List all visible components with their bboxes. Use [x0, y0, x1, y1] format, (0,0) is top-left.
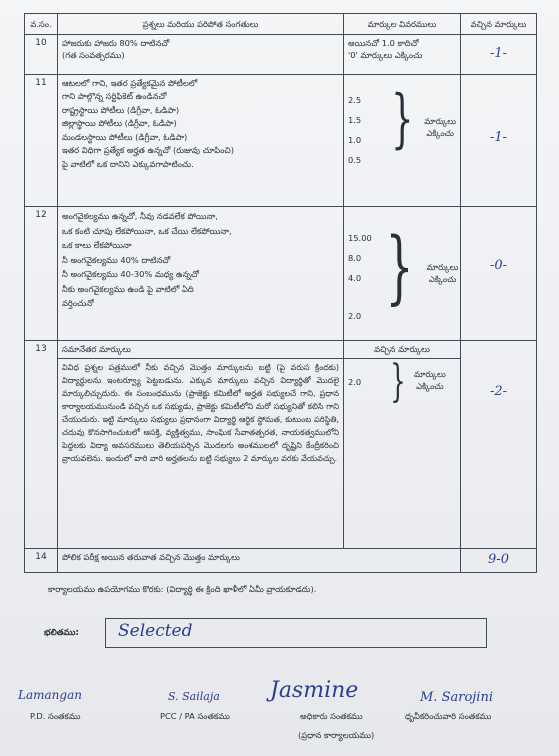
question-line: నీకు అంగవైకల్యము ఉండి పై వాటిలో ఏది	[62, 283, 194, 294]
question-line: పోలిక పరీక్ష అయిన తరువాత వచ్చిన మొత్తం మార్కులు	[62, 552, 240, 563]
row-detail	[344, 207, 461, 341]
detail-line: '0' మార్కులు ఎక్కించు	[348, 50, 423, 61]
footer-caption: (ప్రధాన కార్యాలయము)	[298, 730, 375, 740]
mark-values	[348, 91, 380, 171]
signature-verifier: M. Sarojini	[420, 690, 493, 705]
detail-heading: వచ్చిన మార్కులు	[344, 341, 460, 359]
mark-value: 15.00	[348, 233, 372, 244]
row-question	[58, 35, 344, 75]
question-line: వర్తించునో	[62, 298, 94, 309]
instruction-line: ఎక్కించు	[428, 274, 457, 285]
mark-instruction	[427, 261, 459, 286]
mark-value: 2.0	[348, 377, 362, 388]
signature-officer: Jasmine	[270, 678, 359, 703]
signature-pcc: S. Sailaja	[168, 690, 220, 703]
awarded-mark: -1-	[489, 46, 508, 62]
signature-pd: Lamangan	[18, 688, 82, 702]
question-line: మండలస్థాయి పోటీలు (డిగ్రీవా, ఓడిపా)	[62, 131, 188, 142]
mark-value: 8.0	[348, 253, 362, 264]
signature-label: PCC / PA సంతకము	[160, 711, 230, 721]
mark-list	[348, 356, 456, 408]
table-row	[25, 549, 537, 573]
mark-value: 1.0	[348, 134, 362, 145]
mark-instruction	[414, 368, 446, 393]
instruction-line: మార్కులు	[424, 116, 456, 127]
question-line: జిల్లాస్థాయి పోటీలు (డిగ్రీవా, ఓడిపా)	[62, 118, 177, 129]
mark-list	[348, 220, 459, 323]
question-line: హాజరుకు హాజరు 80% దాటినచో	[62, 38, 170, 49]
mark-instruction	[424, 115, 456, 140]
question-line: గాని పాల్గొన్న సర్టిఫికెట్ ఉండినచో	[62, 91, 167, 102]
detail-line: అయినచో 1.0 కాదిచో	[348, 38, 419, 49]
row-awarded	[461, 341, 537, 549]
row-awarded	[461, 35, 537, 75]
row-sno: 12	[25, 207, 58, 341]
mark-values	[348, 231, 372, 323]
awarded-mark: -0-	[489, 258, 508, 274]
question-line: ఆటలలో గాని, ఇతర ప్రత్యేకమైన పోటీలలో	[62, 78, 198, 89]
question-line: రాష్ట్రస్థాయి పోటీలు (డిగ్రీవా, ఓడిపా)	[62, 104, 180, 115]
table-row	[25, 341, 537, 549]
row-detail	[344, 35, 461, 75]
row-sno: 13	[25, 341, 58, 549]
row-sno: 14	[25, 549, 58, 573]
curly-brace-icon: }	[390, 82, 414, 157]
result-field[interactable]	[105, 618, 487, 648]
row-question	[58, 549, 461, 573]
awarded-mark: -1-	[489, 130, 508, 146]
row-detail	[344, 341, 461, 549]
office-use-note: కార్యాలయము ఉపయోగము కొరకు: (విద్యార్థి ఈ క్రింది ఖాళీలో ఏమీ వ్రాయకూడదు).	[48, 584, 317, 594]
row-awarded	[461, 549, 537, 573]
awarded-mark: 9-0	[488, 552, 509, 568]
row-sno: 10	[25, 35, 58, 75]
mark-list	[348, 82, 456, 171]
row-question	[58, 75, 344, 207]
question-line: నీ అంగవైకల్యము 40% దాటినచో	[62, 254, 171, 265]
row-question	[58, 341, 344, 549]
table-row	[25, 75, 537, 207]
mark-value: 2.0	[348, 311, 362, 322]
question-line: అంగవైకల్యము ఉన్నచో, నీవు నడవలేక పోయినా,	[62, 211, 218, 222]
instruction-line: ఎక్కించు	[426, 128, 454, 139]
question-line: పై వాటిలో ఒక దానిని ఎక్కువగాపాటించు.	[62, 158, 194, 169]
row-title: సమానేతర మార్కులు	[58, 341, 343, 359]
table-header-row	[25, 14, 537, 35]
signature-label: ధృవీకరించువారి సంతకము	[405, 711, 492, 721]
header-marks-awarded: వచ్చిన మార్కులు	[461, 14, 537, 35]
result-value: Selected	[118, 621, 193, 641]
marks-table	[24, 13, 537, 573]
row-awarded	[461, 207, 537, 341]
mark-value: 1.5	[348, 114, 362, 125]
question-line: (గత సంవత్సరము)	[62, 50, 125, 61]
mark-value: 2.5	[348, 95, 362, 106]
awarded-mark: -2-	[489, 384, 508, 400]
question-line: నీ అంగవైకల్యము 40-30% మధ్య ఉన్నచో	[62, 269, 199, 280]
question-line: ఒక కంటి చూపు లేకపోయినా, ఒక చేయి లేకపోయినా,	[62, 225, 232, 236]
curly-brace-icon: }	[390, 356, 406, 408]
row-awarded	[461, 75, 537, 207]
mark-values	[348, 362, 382, 388]
mark-value: 0.5	[348, 154, 362, 165]
header-marks-detail: మార్కుల వివరములు	[344, 14, 461, 35]
instruction-line: ఎక్కించు	[416, 381, 444, 392]
row-question	[58, 207, 344, 341]
signature-label: అధికారు సంతకము	[300, 711, 363, 721]
curly-brace-icon: }	[385, 220, 414, 314]
instruction-line: మార్కులు	[414, 369, 446, 380]
question-line: ఇతర విధిగా ప్రత్యేక అర్హత ఉన్నచో (రుజువు చూపించి)	[62, 145, 235, 156]
table-row	[25, 35, 537, 75]
question-line: ఒక కాలు లేకపోయినా	[62, 240, 132, 251]
header-sno: వ.సం.	[25, 14, 58, 35]
result-label: భలితము:	[44, 628, 79, 638]
mark-value: 4.0	[348, 273, 362, 284]
row-detail	[344, 75, 461, 207]
row-paragraph: వివిధ ప్రశ్నల పత్రములో నీకు వచ్చిన మొత్తం మార్కులను బట్టి (పై వరుస క్రిందకు) విద్యార్థులను ఇంటర్వ్యూ పెట్టబడును. ఎక్కువ మార్కులు వచ్చిన విద్యార్థితో మొదలై మార్కులిచ్చుదురు. ఈ సంబంధమును (ప్రాజెక్టు కమిటీలో అర్హత సభ్యులచే గాని, ప్రధాన కార్యాలయమునుండి వచ్చిన ఒక సభ్యుడు, ప్రాజెక్టు కమిటీలోని మరో సభ్యునితో కలిసి గాని చేయుదురు. ఇట్టి మార్కులు సభ్యులు ప్రధానంగా విద్యార్థి ఆర్థిక స్థోమత, కుటుంబ పరిస్థితి, చదువు కొనసాగించుటలో ఆసక్తి, వ్యక్తిత్వము, సాంఘిక సేవాతత్పరత, నాయకత్వములోని పెద్దలకు విద్యా అవసరములు తెలియపర్చిన మొదలగు అంశములలో దృష్టిని కేంద్రీకరించి వ్రాయవలెను. ఇందులో వారి వారి అర్హతలను బట్టి సభ్యులు 2 మార్కుల వరకు వేయవచ్చు.	[62, 363, 339, 463]
row-sno: 11	[25, 75, 58, 207]
signature-label: P.D. సంతకము	[30, 711, 81, 721]
table-row	[25, 207, 537, 341]
instruction-line: మార్కులు	[426, 262, 459, 273]
header-questions: ప్రశ్నలు మరియు పరిపోత సంగతులు	[58, 14, 344, 35]
